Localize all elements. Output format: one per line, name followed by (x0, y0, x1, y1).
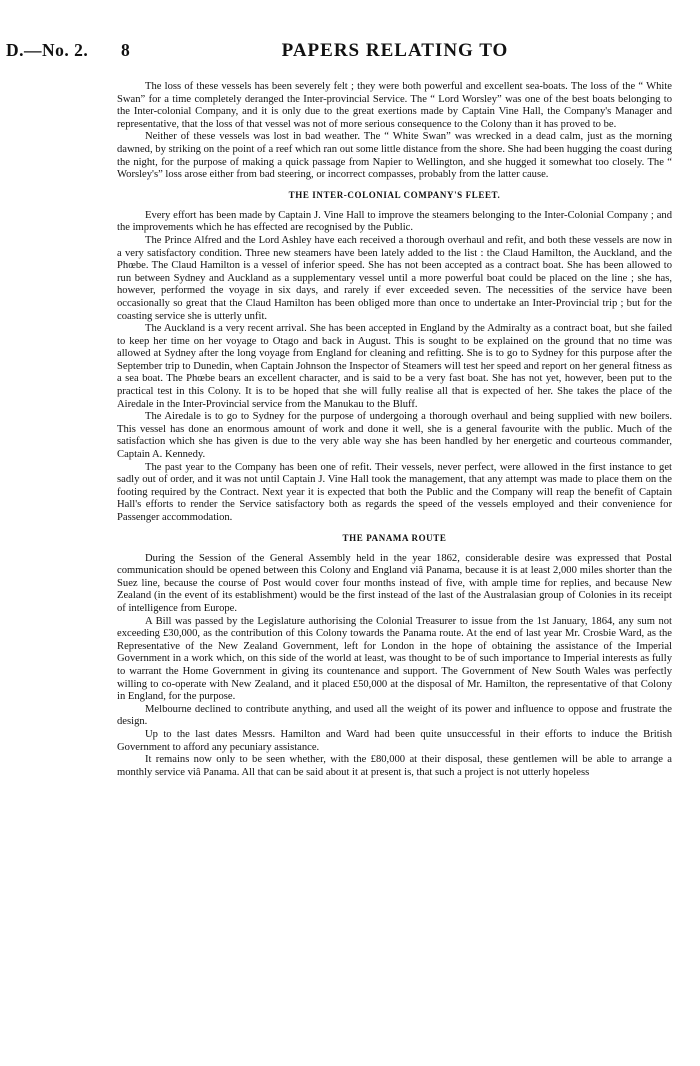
paragraph: The Prince Alfred and the Lord Ashley have each received a thorough overhaul and refit, and both these vessels are now in a very satisfactory condition. Three new steamers have been lately added to the list : the Claud Hamilton, the Auckland, and the Phœbe. The Claud Hamilton is a vessel of inferior speed. She has not been accepted as a contract boat. She has been allowed to run between Sydney and Auckland as a supplementary vessel until a more powerful boat could be placed on the line ; she has, however, performed the voyage in six days, and rarely if ever exceeded seven. The necessities of the service have been occasionally so great that the Claud Hamilton has been obliged more than once to undertake an Inter-Provincial trip ; but for the coasting service she is utterly unfit. (117, 234, 672, 322)
paragraph: Neither of these vessels was lost in bad weather. The “ White Swan” was wrecked in a dead calm, just as the morning dawned, by striking on the point of a reef which ran out some little distance from the shore. She had been hugging the coast during the night, for the purpose of making a quick passage from Napier to Wellington, and she hugged it somewhat too closely. The “ Worsley's” loss arose either from bad steering, or incorrect compasses, probably from the latter cause. (117, 131, 672, 181)
paragraph: The loss of these vessels has been severely felt ; they were both powerful and excellent sea-boats. The loss of the “ White Swan” for a time completely deranged the Inter-provincial Service. The “ Lord Worsley” was one of the best boats belonging to the Inter-colonial Company, and it is only due to the great exertions made by Captain Vine Hall, the Company's Manager and representative, that the loss of that vessel was not of more serious consequence to the Colony than it has proved to be. (117, 81, 672, 130)
paragraph: The Auckland is a very recent arrival. She has been accepted in England by the Admiralty as a contract boat, but she failed to keep her time on her voyage to Otago and back in August. This is sought to be explained on the ground that no time was allowed at Sydney after the long voyage from England for cleaning and refitting. She is to go to Sydney for this purpose after the September trip to Dunedin, when Captain Johnson the Inspector of Steamers will test her speed and report on her general fitness as a sea boat. The Phœbe bears an excellent character, and is said to be a very fast boat. She has not yet, however, been put to the practical test in this Colony. It is to be hoped that she will fully realise all that is expected of her. She takes the place of the Airedale in the Inter-Provincial service from the Manukau to the Bluff. (117, 323, 672, 410)
body-text (117, 81, 672, 779)
paragraph: During the Session of the General Assembly held in the year 1862, considerable desire was expressed that Postal communication should be opened between this Colony and England viâ Panama, because it is at least 2,000 miles shorter than the Suez line, because the course of Post would cover four months instead of five, with ample time for replies, and because New Zealand (in the event of its establishment) would be the first instead of the last of the Australasian group of Colonies in its receipt of intelligence from Europe. (117, 552, 672, 614)
running-title: PAPERS RELATING TO (281, 40, 509, 61)
paragraph: The past year to the Company has been one of refit. Their vessels, never perfect, were allowed in the first instance to get sadly out of order, and it was not until Captain J. Vine Hall took the management, that any attempt was made to place them on the footing required by the Contract. Next year it is expected that both the Public and the Company will reap the benefit of Captain Hall's efforts to render the Service satisfactory both as regards the speed of the vessels employed and their convenience for Passenger accommodation. (117, 461, 672, 523)
paragraph: The Airedale is to go to Sydney for the purpose of undergoing a thorough overhaul and being supplied with new boilers. This vessel has done an enormous amount of work and done it well, she is a general favourite with the public. Much of the satisfaction which she has given is due to the very able way she has been handled by her energetic and courteous commander, Captain A. Kennedy. (117, 411, 672, 461)
paragraph: Melbourne declined to contribute anything, and used all the weight of its power and influence to oppose and frustrate the design. (117, 703, 672, 728)
page-header (0, 40, 700, 64)
paragraph: It remains now only to be seen whether, with the £80,000 at their disposal, these gentlemen will be able to arrange a monthly service viâ Panama. All that can be said about it at present is, that such a project is not utterly hopeless (117, 754, 672, 778)
paragraph: A Bill was passed by the Legislature authorising the Colonial Treasurer to issue from the 1st January, 1864, any sum not exceeding £30,000, as the contribution of this Colony towards the Panama route. At the end of last year Mr. Crosbie Ward, as the Representative of the New Zealand Government, left for London in the hope of obtaining the assistance of the Imperial Government in a work which, on this side of the world at least, was thought to be of such importance to Imperial interests as fully to warrant the Home Government in giving its countenance and support. The Government of New South Wales was perfectly willing to co-operate with New Zealand, and it placed £50,000 at the disposal of Mr. Hamilton, the representative of that Colony in England, for the purpose. (117, 615, 672, 703)
paragraph: Up to the last dates Messrs. Hamilton and Ward had been quite unsuccessful in their efforts to induce the British Government to afford any pecuniary assistance. (117, 728, 672, 753)
section-heading-panama: THE PANAMA ROUTE (342, 532, 447, 543)
document-reference: D.—No. 2. (6, 40, 89, 60)
section-heading-fleet: THE INTER-COLONIAL COMPANY'S FLEET. (288, 189, 501, 200)
paragraph: Every effort has been made by Captain J. Vine Hall to improve the steamers belonging to the Inter-Colonial Company ; and the improvements which he has effected are recognised by the Public. (117, 209, 672, 234)
page-number: 8 (121, 40, 130, 60)
